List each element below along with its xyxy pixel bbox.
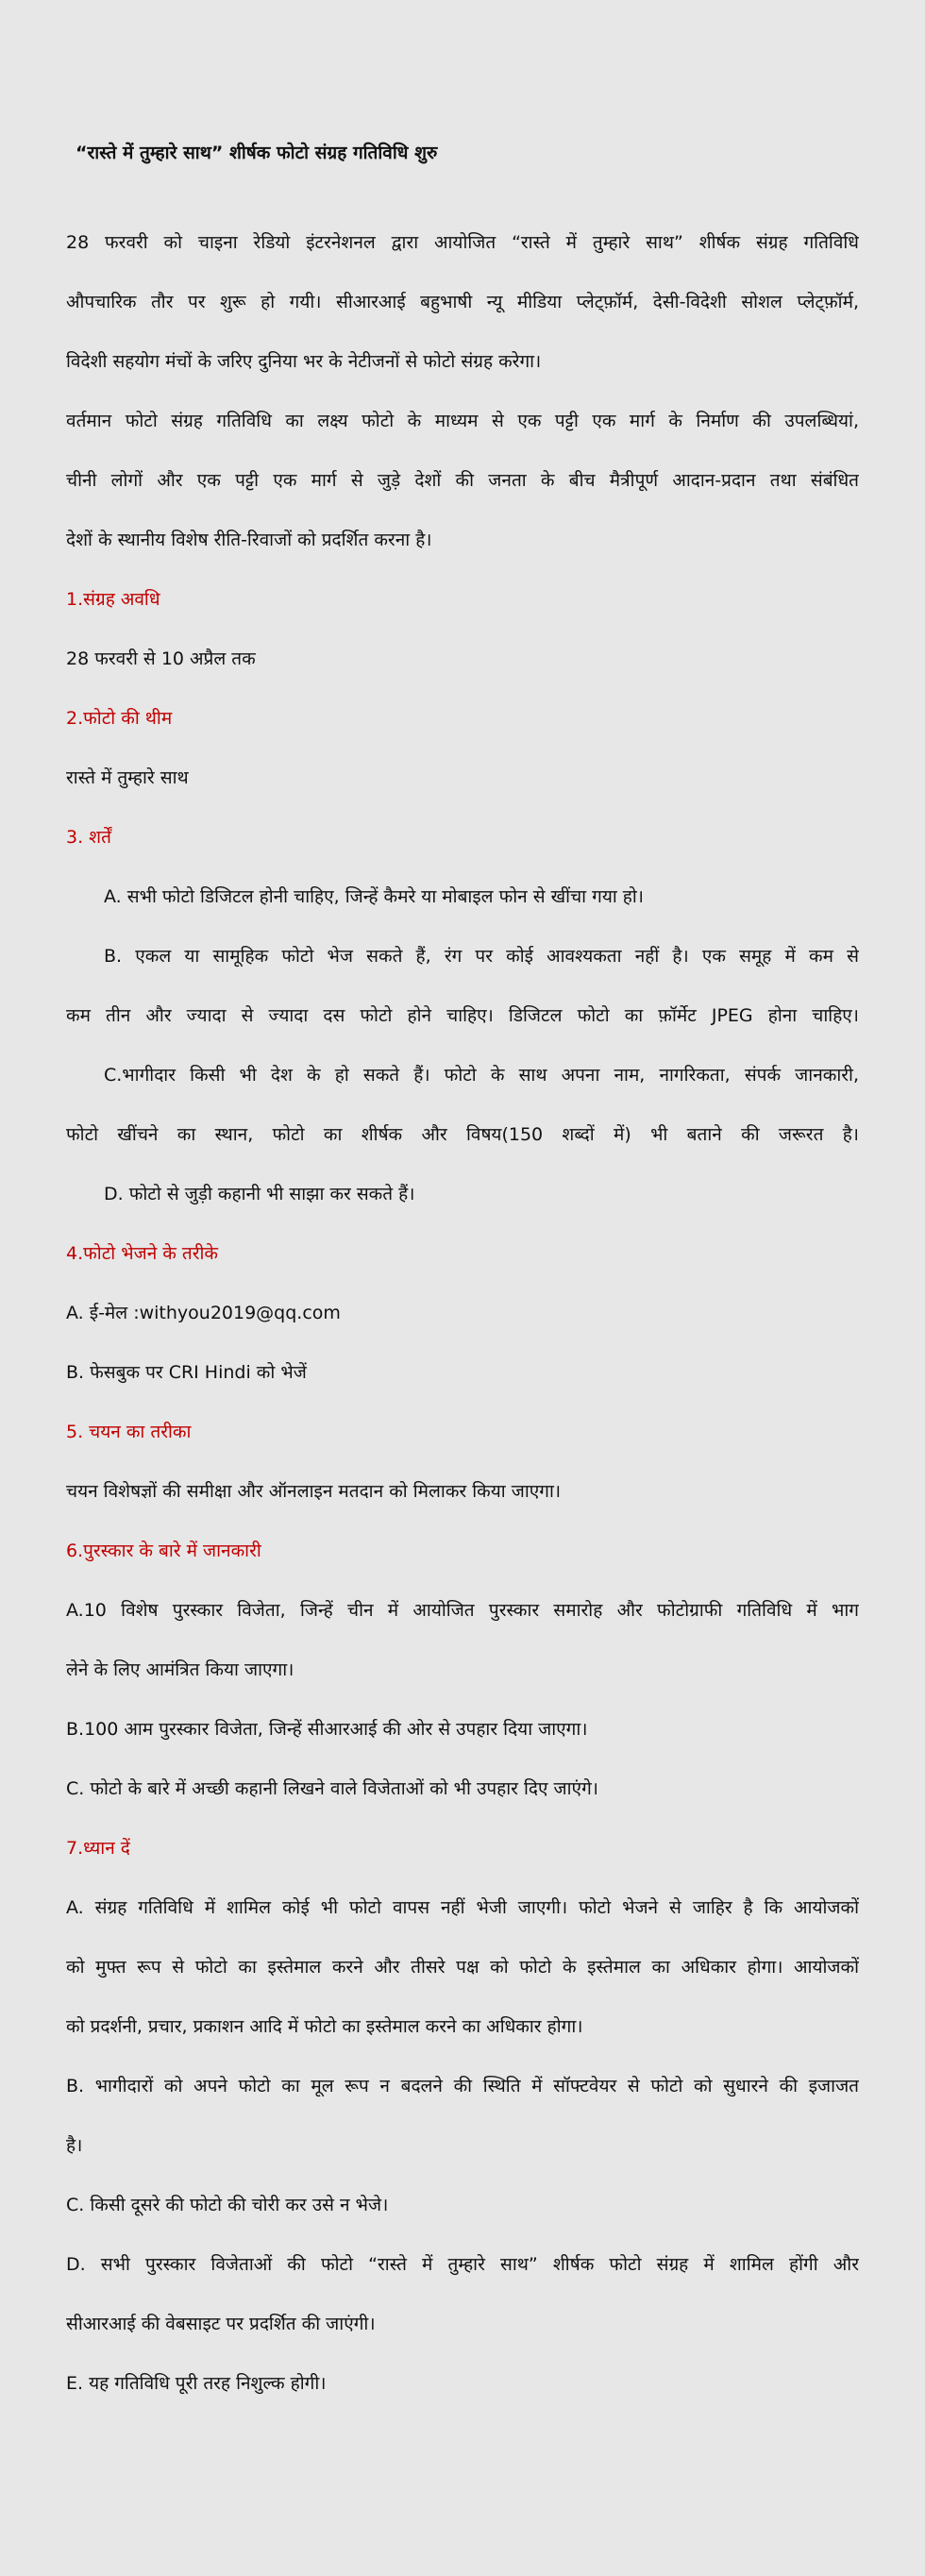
document-title: “रास्ते में तुम्हारे साथ” शीर्षक फोटो संग्रह गतिविधि शुरु — [76, 143, 438, 163]
intro-line: विदेशी सहयोग मंचों के जरिए दुनिया भर के नेटीजनों से फोटो संग्रह करेगा। — [66, 351, 542, 372]
section-heading-submission-methods: 4.फोटो भेजने के तरीके — [66, 1243, 219, 1264]
note-c: C. किसी दूसरे की फोटो की चोरी कर उसे न भेजे। — [66, 2195, 389, 2215]
selection-text: चयन विशेषज्ञों की समीक्षा और ऑनलाइन मतदान को मिलाकर किया जाएगा। — [66, 1481, 562, 1502]
photo-theme-text: रास्ते में तुम्हारे साथ — [66, 767, 189, 788]
section-heading-selection: 5. चयन का तरीका — [66, 1422, 192, 1442]
condition-c-line2: फोटो खींचने का स्थान, फोटो का शीर्षक और विषय(150 शब्दों में) भी बताने की जरूरत है। — [66, 1124, 859, 1145]
note-a-line3: को प्रदर्शनी, प्रचार, प्रकाशन आदि में फोटो का इस्तेमाल करने का अधिकार होगा। — [66, 2016, 583, 2037]
collection-period-text: 28 फरवरी से 10 अप्रैल तक — [66, 648, 256, 669]
submission-facebook: B. फेसबुक पर CRI Hindi को भेजें — [66, 1362, 307, 1383]
intro-line: चीनी लोगों और एक पट्टी एक मार्ग से जुड़े देशों की जनता के बीच मैत्रीपूर्ण आदान-प्रदान तथा संबंधित — [66, 470, 859, 491]
section-heading-conditions: 3. शर्तें — [66, 827, 111, 848]
condition-b-line1: B. एकल या सामूहिक फोटो भेज सकते हैं, रंग पर कोई आवश्यकता नहीं है। एक समूह में कम से — [104, 946, 859, 967]
note-d-line2: सीआरआई की वेबसाइट पर प्रदर्शित की जाएंगी। — [66, 2314, 376, 2334]
prize-c: C. फोटो के बारे में अच्छी कहानी लिखने वाले विजेताओं को भी उपहार दिए जाएंगे। — [66, 1778, 598, 1799]
section-heading-photo-theme: 2.फोटो की थीम — [66, 708, 173, 729]
intro-line: वर्तमान फोटो संग्रह गतिविधि का लक्ष्य फोटो के माध्यम से एक पट्टी एक मार्ग के निर्माण की उपलब्धियां, — [66, 411, 859, 431]
intro-line: देशों के स्थानीय विशेष रीति-रिवाजों को प्रदर्शित करना है। — [66, 530, 432, 550]
note-e: E. यह गतिविधि पूरी तरह निशुल्क होगी। — [66, 2373, 327, 2394]
prize-a-line1: A.10 विशेष पुरस्कार विजेता, जिन्हें चीन में आयोजित पुरस्कार समारोह और फोटोग्राफी गतिविधि में भाग — [66, 1600, 859, 1621]
intro-line: 28 फरवरी को चाइना रेडियो इंटरनेशनल द्वारा आयोजित “रास्ते में तुम्हारे साथ” शीर्षक संग्रह गतिविधि — [66, 232, 859, 253]
condition-c-line1: C.भागीदार किसी भी देश के हो सकते हैं। फोटो के साथ अपना नाम, नागरिकता, संपर्क जानकारी, — [104, 1065, 859, 1086]
section-heading-collection-period: 1.संग्रह अवधि — [66, 589, 160, 610]
condition-b-line2: कम तीन और ज्यादा से ज्यादा दस फोटो होने चाहिए। डिजिटल फोटो का फ़ॉर्मेट JPEG होना चाहिए। — [66, 1005, 859, 1026]
note-b-line2: है। — [66, 2135, 83, 2156]
note-a-line2: को मुफ्त रूप से फोटो का इस्तेमाल करने और तीसरे पक्ष को फोटो के इस्तेमाल का अधिकार होगा। आयोजकों — [66, 1957, 859, 1978]
note-d-line1: D. सभी पुरस्कार विजेताओं की फोटो “रास्ते में तुम्हारे साथ” शीर्षक फोटो संग्रह में शामिल होंगी और — [66, 2254, 859, 2275]
submission-email: A. ई-मेल :withyou2019@qq.com — [66, 1303, 341, 1323]
note-b-line1: B. भागीदारों को अपने फोटो का मूल रूप न बदलने की स्थिति में सॉफ्टवेयर से फोटो को सुधारने की इजाजत — [66, 2076, 859, 2096]
prize-a-line2: लेने के लिए आमंत्रित किया जाएगा। — [66, 1659, 294, 1680]
note-a-line1: A. संग्रह गतिविधि में शामिल कोई भी फोटो वापस नहीं भेजी जाएगी। फोटो भेजने से जाहिर है कि आयोजकों — [66, 1897, 859, 1918]
prize-b: B.100 आम पुरस्कार विजेता, जिन्हें सीआरआई की ओर से उपहार दिया जाएगा। — [66, 1719, 588, 1740]
intro-line: औपचारिक तौर पर शुरू हो गयी। सीआरआई बहुभाषी न्यू मीडिया प्लेट्फ़ॉर्म, देसी-विदेशी सोशल प्लेट्फ़ॉर्म, — [66, 292, 859, 312]
condition-a: A. सभी फोटो डिजिटल होनी चाहिए, जिन्हें कैमरे या मोबाइल फोन से खींचा गया हो। — [104, 886, 645, 907]
condition-d: D. फोटो से जुड़ी कहानी भी साझा कर सकते हैं। — [104, 1184, 415, 1204]
document-body — [66, 220, 859, 2420]
section-heading-prizes: 6.पुरस्कार के बारे में जानकारी — [66, 1541, 261, 1561]
section-heading-notes: 7.ध्यान दें — [66, 1838, 130, 1859]
